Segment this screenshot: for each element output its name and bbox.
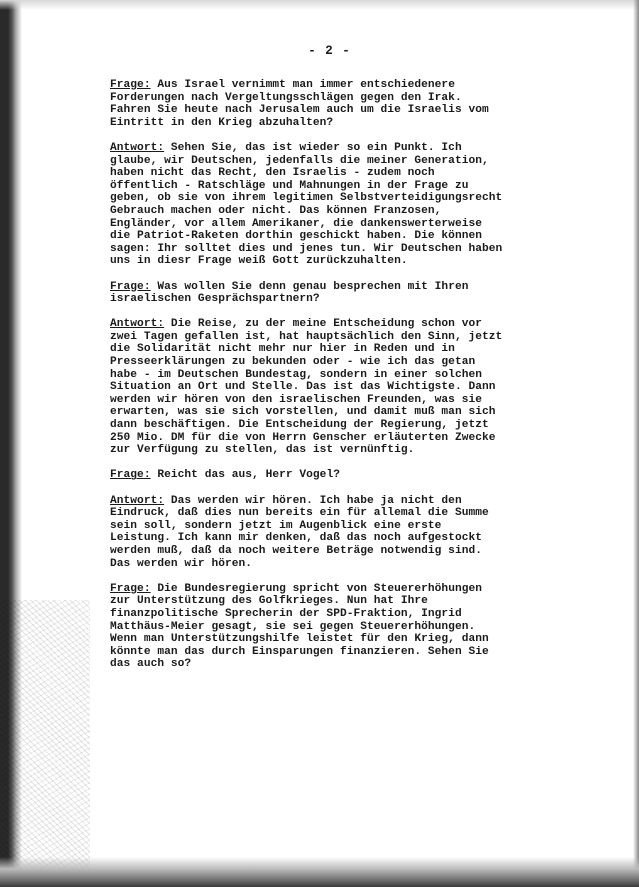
- text-line: [110, 230, 530, 243]
- line-text: Eindruck, daß dies nun bereits ein für allemal die Summe: [110, 507, 489, 520]
- text-line: [110, 92, 530, 105]
- text-line: [110, 243, 530, 256]
- line-text: Sehen Sie, das ist wieder so ein Punkt. Ich: [170, 141, 462, 154]
- line-text: israelischen Gesprächspartnern?: [110, 293, 320, 306]
- line-text: Matthäus-Meier gesagt, sie sei gegen Steuererhöhungen.: [110, 620, 476, 633]
- answer-paragraph: [110, 495, 530, 571]
- text-line: [110, 419, 530, 432]
- text-line: [110, 406, 530, 419]
- text-line: [110, 167, 530, 180]
- question-paragraph: [110, 79, 530, 129]
- text-line: [110, 545, 530, 558]
- text-line: [110, 356, 530, 369]
- text-line: [110, 495, 530, 508]
- interview-transcript: [110, 79, 530, 684]
- text-line: [110, 633, 530, 646]
- speaker-label: Frage:: [110, 582, 151, 595]
- line-text: öffentlich - Ratschläge und Mahnungen in der Frage zu: [110, 179, 469, 192]
- line-text: Presseerklärungen zu bekunden oder - wie ich das getan: [110, 356, 476, 369]
- line-text: werden wir hören von den israelischen Freunden, was sie: [110, 393, 482, 406]
- page-number: - 2 -: [308, 44, 351, 58]
- text-line: [110, 318, 530, 331]
- line-text: 250 Mio. DM für die von Herrn Genscher erläuterten Zwecke: [110, 431, 496, 444]
- line-text: Gebrauch machen oder nicht. Das können Franzosen,: [110, 204, 442, 217]
- line-text: zwei Tagen gefallen ist, hat hauptsächlich den Sinn, jetzt: [110, 330, 503, 343]
- line-text: zur Verfügung zu stellen, das ist vernünftig.: [110, 444, 415, 457]
- line-text: sagen: Ihr solltet dies und jenes tun. Wir Deutschen haben: [110, 242, 503, 255]
- line-text: Fahren Sie heute nach Jerusalem auch um die Israelis vom: [110, 104, 489, 117]
- line-text: uns in diesr Frage weiß Gott zurückzuhalten.: [110, 255, 408, 268]
- line-text: Die Bundesregierung spricht von Steuererhöhungen: [157, 582, 483, 595]
- text-line: [110, 532, 530, 545]
- text-line: [110, 469, 530, 482]
- line-text: geben, ob sie von ihrem legitimen Selbstverteidigungsrecht: [110, 192, 503, 205]
- text-line: [110, 444, 530, 457]
- speaker-label: Frage:: [110, 469, 151, 482]
- line-text: finanzpolitische Sprecherin der SPD-Fraktion, Ingrid: [110, 607, 462, 620]
- line-text: Die Reise, zu der meine Entscheidung schon vor: [170, 318, 482, 331]
- text-line: [110, 205, 530, 218]
- question-paragraph: [110, 469, 530, 482]
- speaker-label: Antwort:: [110, 318, 165, 331]
- text-line: [110, 293, 530, 306]
- scan-edge-top: [0, 0, 639, 10]
- line-text: Eintritt in den Krieg abzuhalten?: [110, 116, 334, 129]
- text-line: [110, 595, 530, 608]
- text-line: [110, 281, 530, 294]
- line-text: Wenn man Unterstützungshilfe leistet für den Krieg, dann: [110, 633, 489, 646]
- text-line: [110, 621, 530, 634]
- line-text: haben nicht das Recht, den Israelis - zudem noch: [110, 167, 435, 180]
- text-line: [110, 142, 530, 155]
- line-text: erwarten, was sie sich vorstellen, und damit muß man sich: [110, 406, 496, 419]
- text-line: [110, 104, 530, 117]
- text-line: [110, 646, 530, 659]
- text-line: [110, 394, 530, 407]
- text-line: [110, 192, 530, 205]
- text-line: [110, 381, 530, 394]
- text-line: [110, 658, 530, 671]
- text-line: [110, 117, 530, 130]
- text-line: [110, 331, 530, 344]
- speaker-label: Frage:: [110, 79, 151, 91]
- text-line: [110, 432, 530, 445]
- text-line: [110, 608, 530, 621]
- answer-paragraph: [110, 142, 530, 268]
- line-text: die Patriot-Raketen dorthin geschickt haben. Die können: [110, 230, 482, 243]
- text-line: [110, 583, 530, 596]
- line-text: sein soll, sondern jetzt im Augenblick eine erste: [110, 519, 442, 532]
- line-text: Engländer, vor allem Amerikaner, die dankenswerterweise: [110, 217, 482, 230]
- line-text: das auch so?: [110, 658, 192, 671]
- line-text: könnte man das durch Einsparungen finanzieren. Sehen Sie: [110, 645, 489, 658]
- line-text: zur Unterstützung des Golfkrieges. Nun hat Ihre: [110, 595, 428, 608]
- line-text: werden muß, daß da noch weitere Beträge notwendig sind.: [110, 544, 482, 557]
- line-text: Was wollen Sie denn genau besprechen mit Ihren: [157, 280, 469, 293]
- answer-paragraph: [110, 318, 530, 457]
- line-text: Das werden wir hören. Ich habe ja nicht den: [170, 494, 462, 507]
- text-line: [110, 180, 530, 193]
- scan-noise: [0, 600, 90, 887]
- question-paragraph: [110, 583, 530, 671]
- scan-edge-bottom: [0, 857, 639, 887]
- line-text: Reicht das aus, Herr Vogel?: [157, 469, 340, 482]
- question-paragraph: [110, 281, 530, 306]
- line-text: Das werden wir hören.: [110, 557, 253, 570]
- line-text: dann beschäftigen. Die Entscheidung der Regierung, jetzt: [110, 419, 489, 432]
- text-line: [110, 155, 530, 168]
- line-text: Situation an Ort und Stelle. Das ist das Wichtigste. Dann: [110, 381, 496, 394]
- text-line: [110, 558, 530, 571]
- speaker-label: Frage:: [110, 280, 151, 293]
- text-line: [110, 255, 530, 268]
- line-text: habe - im Deutschen Bundestag, sondern in einer solchen: [110, 368, 482, 381]
- text-line: [110, 218, 530, 231]
- text-line: [110, 520, 530, 533]
- speaker-label: Antwort:: [110, 141, 165, 154]
- line-text: Forderungen nach Vergeltungsschlägen gegen den Irak.: [110, 91, 462, 104]
- scan-edge-right: [633, 0, 639, 887]
- text-line: [110, 369, 530, 382]
- text-line: [110, 79, 530, 92]
- speaker-label: Antwort:: [110, 494, 165, 507]
- line-text: glaube, wir Deutschen, jedenfalls die meiner Generation,: [110, 154, 489, 167]
- line-text: Aus Israel vernimmt man immer entschiedenere: [157, 79, 455, 91]
- text-line: [110, 343, 530, 356]
- text-line: [110, 507, 530, 520]
- line-text: die Solidarität nicht mehr nur hier in Reden und in: [110, 343, 455, 356]
- line-text: Leistung. Ich kann mir denken, daß das noch aufgestockt: [110, 532, 482, 545]
